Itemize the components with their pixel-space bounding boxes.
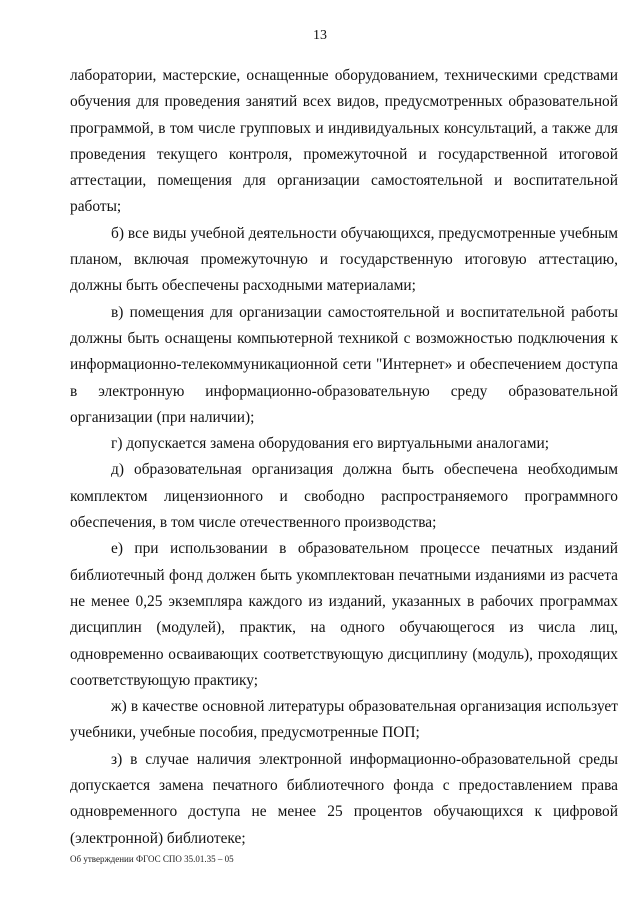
paragraph-item-g: г) допускается замена оборудования его виртуальными аналогами; xyxy=(111,435,549,453)
paragraph-continuation: лаборатории, мастерские, оснащенные оборудованием, техническими средствами обучения для проведения занятий всех видов, предусмотренных образовательной программой, в том числе групповых и индивидуальных консультаций, а также для проведения текущего контроля, промежуточной и государственной итоговой аттестации, помещения для организации самостоятельной и воспитательной работы; xyxy=(70,67,618,216)
paragraph-item-v: в) помещения для организации самостоятельной и воспитательной работы должны быть оснащены компьютерной техникой с возможностью подключения к информационно-телекоммуникационной сети "Интернет» и обеспечением доступа в электронную информационно-образовательную среду образовательной организации (при наличии); xyxy=(70,303,618,426)
paragraph-item-zh: ж) в качестве основной литературы образовательная организация использует учебники, учебные пособия, предусмотренные ПОП; xyxy=(70,698,618,742)
paragraph-item-z: з) в случае наличия электронной информационно-образовательной среды допускается замена печатного библиотечного фонда с предоставлением права одновременного доступа не менее 25 процентов обучающихся к цифровой (электронной) библиотеке; xyxy=(70,750,618,847)
paragraph-item-e: е) при использовании в образовательном процессе печатных изданий библиотечный фонд должен быть укомплектован печатными изданиями из расчета не менее 0,25 экземпляра каждого из изданий, указанных в рабочих программах дисциплин (модулей), практик, на одного обучающегося из числа лиц, одновременно осваивающих соответствующую дисциплину (модуль), проходящих соответствующую практику; xyxy=(70,540,618,689)
paragraph-item-b: б) все виды учебной деятельности обучающихся, предусмотренные учебным планом, включая промежуточную и государственную итоговую аттестацию, должны быть обеспечены расходными материалами; xyxy=(70,224,618,295)
footer-note: Об утверждении ФГОС СПО 35.01.35 – 05 xyxy=(70,854,234,864)
page-number: 13 xyxy=(313,28,327,43)
paragraph-item-d: д) образовательная организация должна быть обеспечена необходимым комплектом лицензионного и свободно распространяемого программного обеспечения, в том числе отечественного производства; xyxy=(70,461,618,532)
body-text xyxy=(70,63,618,852)
